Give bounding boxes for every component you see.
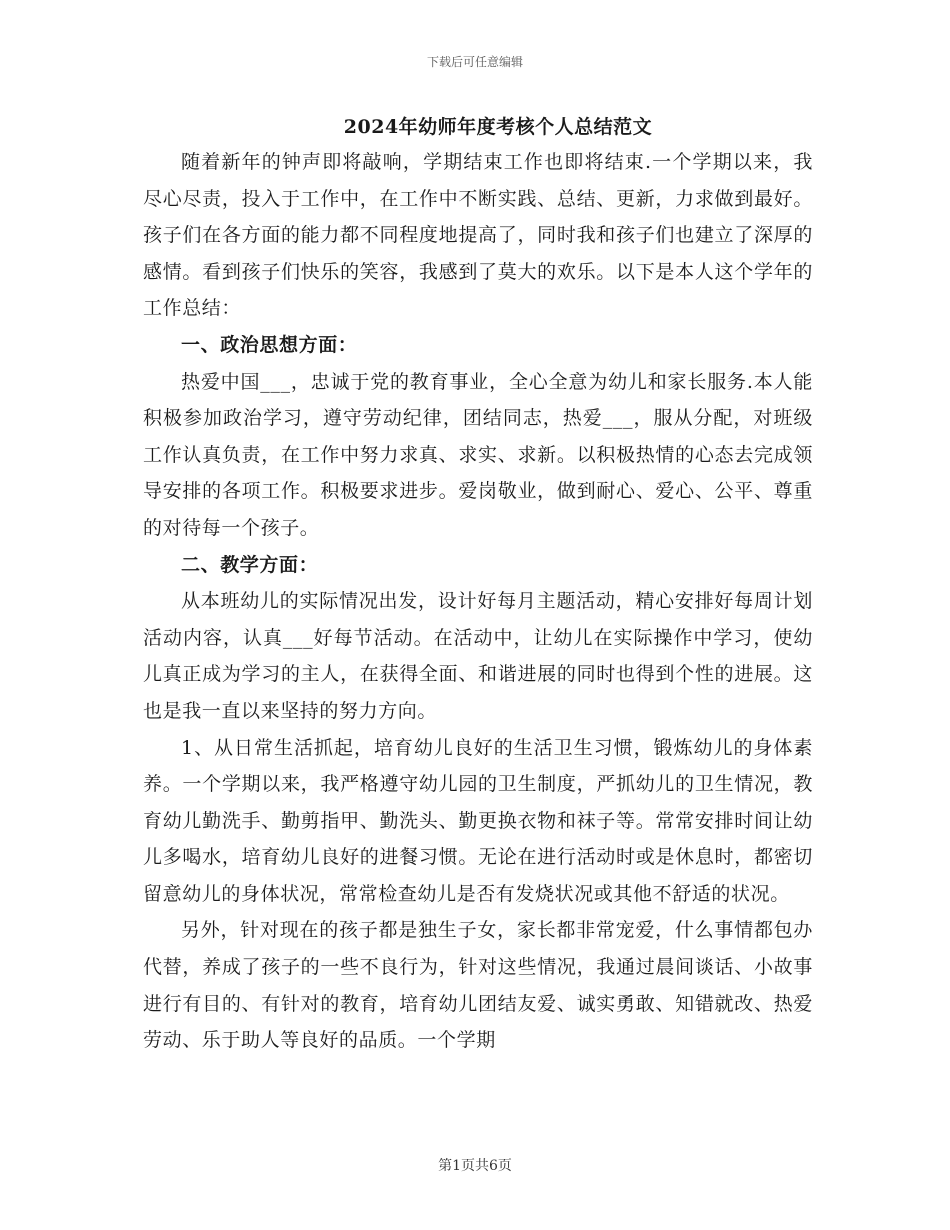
page-indicator: 第1页共6页 (438, 1158, 512, 1174)
intro-paragraph: 随着新年的钟声即将敲响，学期结束工作也即将结束.一个学期以来，我尽心尽责，投入于工作中，在工作中不断实践、总结、更新，力求做到最好。孩子们在各方面的能力都不同程度地提高了，同时我和孩子们也建立了深厚的感情。看到孩子们快乐的笑容，我感到了莫大的欢乐。以下是本人这个学年的工作总结： (143, 151, 813, 320)
page-header-note: 下载后可任意编辑 (426, 55, 523, 69)
list-item-daily-life: 1、从日常生活抓起，培育幼儿良好的生活卫生习惯，锻炼幼儿的身体素养。一个学期以来，我严格遵守幼儿园的卫生制度，严抓幼儿的卫生情况，教育幼儿勤洗手、勤剪指甲、勤洗头、勤更换衣物和袜子等。常常安排时间让幼儿多喝水，培育幼儿良好的进餐习惯。无论在进行活动时或是休息时，都密切留意幼儿的身体状况，常常检查幼儿是否有发烧状况或其他不舒适的状况。 (143, 736, 813, 905)
document-title: 2024年幼师年度考核个人总结范文 (343, 116, 653, 138)
section-body-teaching: 从本班幼儿的实际情况出发，设计好每月主题活动，精心安排好每周计划活动内容，认真___好每节活动。在活动中，让幼儿在实际操作中学习，使幼儿真正成为学习的主人，在获得全面、和谐进展的同时也得到个性的进展。这也是我一直以来坚持的努力方向。 (143, 590, 813, 722)
section-body-politics: 热爱中国___，忠诚于党的教育事业，全心全意为幼儿和家长服务.本人能积极参加政治学习，遵守劳动纪律，团结同志，热爱___，服从分配，对班级工作认真负责，在工作中努力求真、求实、求新。以积极热情的心态去完成领导安排的各项工作。积极要求进步。爱岗敬业，做到耐心、爱心、公平、尊重的对待每一个孩子。 (143, 370, 813, 539)
section-heading-teaching: 二、教学方面： (181, 553, 319, 576)
document-body (143, 112, 813, 1059)
section-heading-politics: 一、政治思想方面： (181, 333, 358, 356)
paragraph-moral-education: 另外，针对现在的孩子都是独生子女，家长都非常宠爱，什么事情都包办代替，养成了孩子的一些不良行为，针对这些情况，我通过晨间谈话、小故事进行有目的、有针对的教育，培育幼儿团结友爱、诚实勇敢、知错就改、热爱劳动、乐于助人等良好的品质。一个学期 (143, 919, 813, 1052)
